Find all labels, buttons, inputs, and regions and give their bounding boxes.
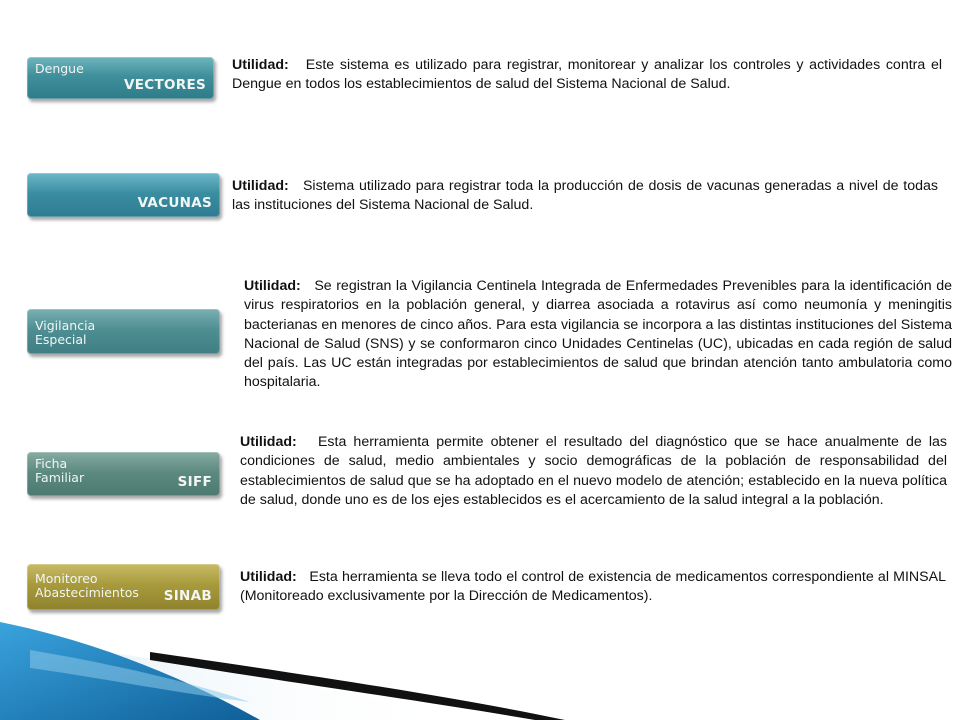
vigilancia-button[interactable] xyxy=(27,309,220,354)
vacunas-description xyxy=(232,177,938,216)
siff-button[interactable] xyxy=(27,452,220,496)
vigilancia-button-line1: Vigilancia xyxy=(35,318,96,333)
corner-swoosh-decoration xyxy=(0,580,960,720)
siff-text: Esta herramienta permite obtener el resultado del diagnóstico que se hace anualmente de las condiciones de salud, medio ambientales y socio demográficas de la población de responsabilidad del establecimientos de salud que se ha adoptado en el nuevo modelo de atención; establecido en la nueva política de salud, donde uno es de los ejes establecidos es el acercamiento de la salud integral a la población. xyxy=(240,434,948,508)
vectores-label: Utilidad: xyxy=(232,57,289,73)
vectores-button[interactable] xyxy=(27,57,214,99)
vectores-text: Este sistema es utilizado para registrar, monitorear y analizar los controles y actividades contra el Dengue en todos los establecimientos de salud del Sistema Nacional de Salud. xyxy=(232,57,942,93)
vectores-button-code: VECTORES xyxy=(123,77,206,93)
vigilancia-label: Utilidad: xyxy=(244,278,301,294)
sinab-text: Esta herramienta se lleva todo el control de existencia de medicamentos correspondiente al MINSAL (Monitoreado exclusivamente por la Dirección de Medicamentos). xyxy=(240,569,946,605)
vigilancia-text: Se registran la Vigilancia Centinela Integrada de Enfermedades Prevenibles para la identificación de virus respiratorios en la población general, y diarrea asociada a rotavirus así como neumonía y meningitis bacterianas en menores de cinco años. Para esta vigilancia se incorpora a las distintas instituciones del Sistema Nacional de Salud (SNS) y se conformaron cinco Unidades Centinelas (UC), ubicadas en cada región de salud del país. Las UC están integradas por establecimientos de salud que brindan atención tanto ambulatoria como hospitalaria. xyxy=(244,278,953,391)
sinab-button-line1: Monitoreo xyxy=(35,571,98,586)
vigilancia-button-line2: Especial xyxy=(35,332,87,347)
vacunas-button-code: VACUNAS xyxy=(137,195,212,211)
vacunas-text: Sistema utilizado para registrar toda la producción de dosis de vacunas generadas a nivel de todas las instituciones del Sistema Nacional de Salud. xyxy=(232,178,938,214)
vigilancia-description xyxy=(244,277,952,393)
vacunas-button[interactable] xyxy=(27,173,220,217)
sinab-button-code: SINAB xyxy=(163,588,212,604)
vectores-description xyxy=(232,56,942,95)
siff-description xyxy=(240,433,947,510)
vectores-button-line1: Dengue xyxy=(35,61,84,76)
siff-button-line1: Ficha xyxy=(35,456,68,471)
sinab-button-line2: Abastecimientos xyxy=(35,585,139,600)
siff-button-code: SIFF xyxy=(177,474,212,490)
siff-button-line2: Familiar xyxy=(35,470,85,485)
vacunas-label: Utilidad: xyxy=(232,178,289,194)
siff-label: Utilidad: xyxy=(240,434,297,450)
sinab-label: Utilidad: xyxy=(240,569,297,585)
